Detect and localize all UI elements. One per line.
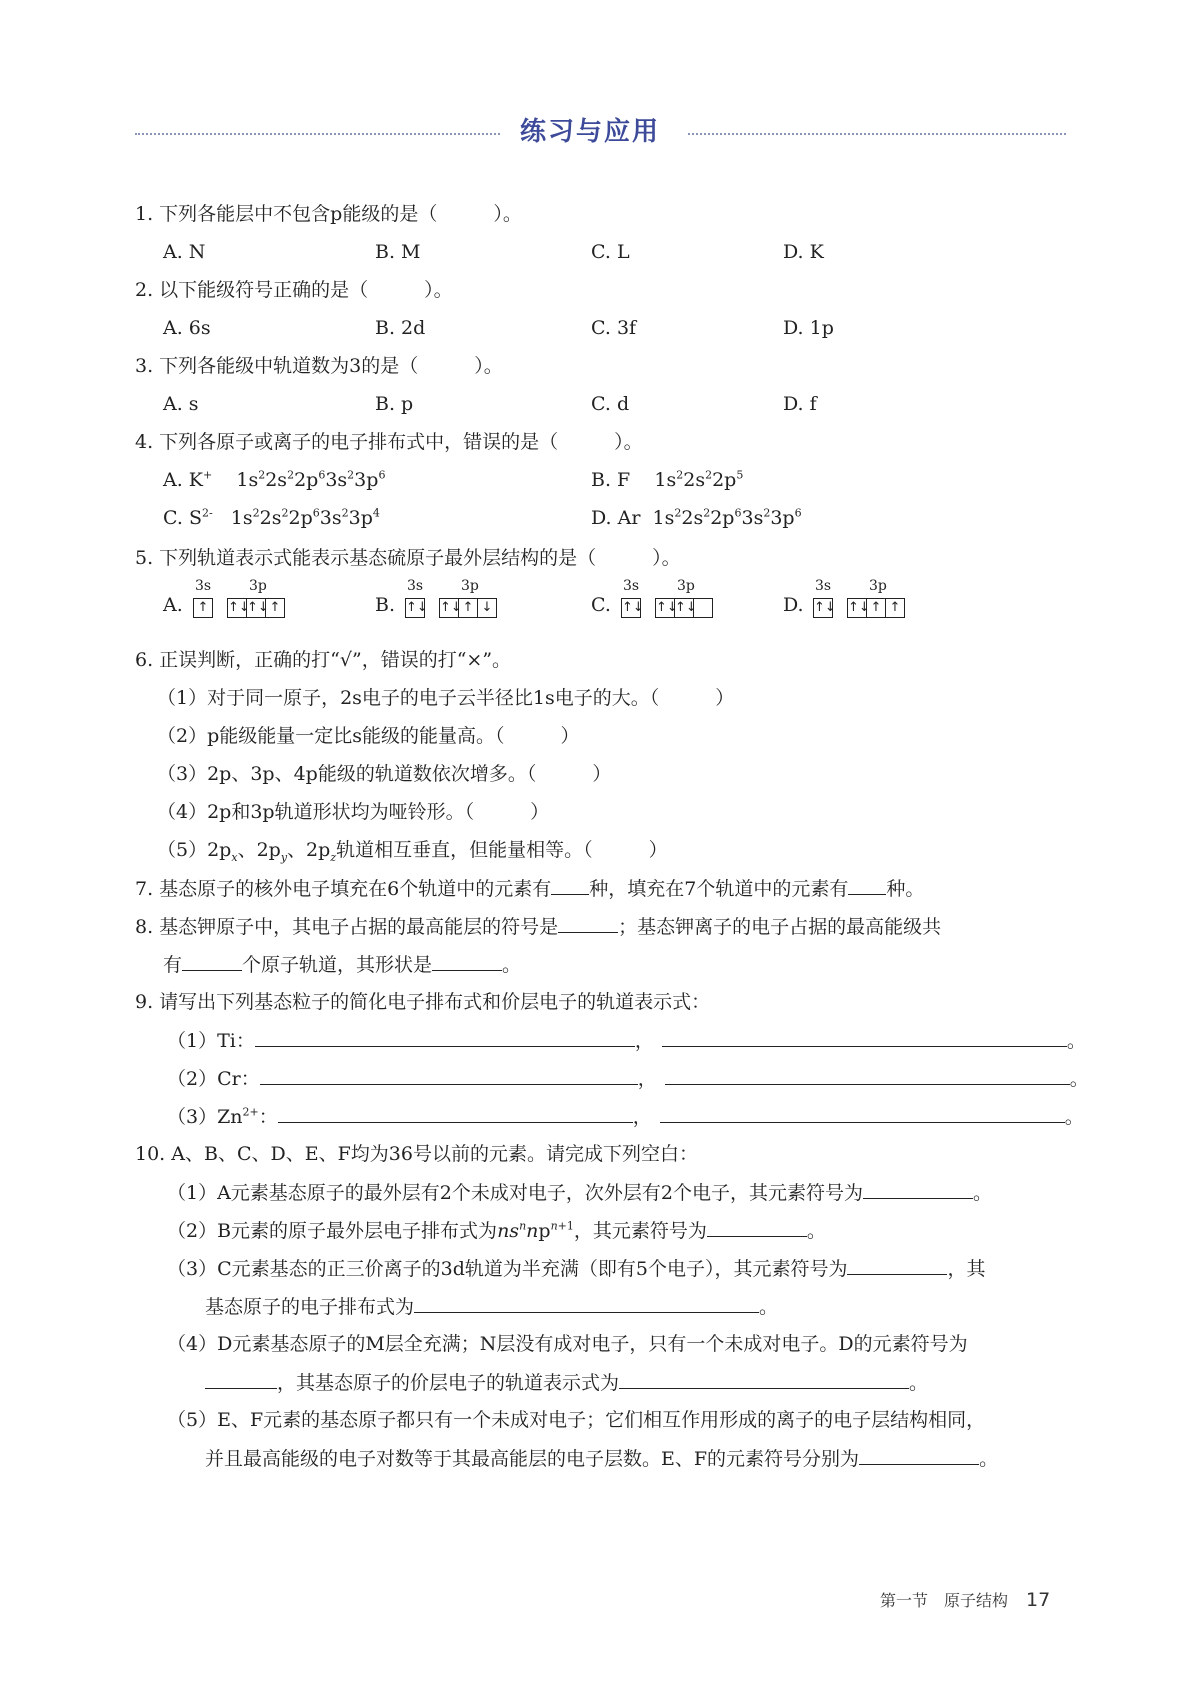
orbital-option-c [591, 578, 791, 622]
q4-option-b: B. F $1s^22s^22p^5$ [591, 468, 744, 491]
q2-option-b: B. 2d [375, 317, 426, 339]
q3-option-b: B. p [375, 393, 414, 415]
orbital-3s-box [813, 598, 836, 618]
answer-blank[interactable] [619, 1370, 909, 1389]
label-3s: 3s [623, 578, 640, 594]
answer-blank[interactable] [414, 1294, 759, 1313]
answer-blank[interactable] [182, 952, 242, 971]
q9-item-ti: （1）Ti： ， 。 [167, 1030, 1086, 1052]
orbital-cell: ↑↓ [674, 598, 694, 618]
orbital-cell: ↑ [265, 598, 285, 618]
answer-blank[interactable] [205, 1370, 277, 1389]
question-1: 1. 下列各能层中不包含p能级的是（ ）。 [135, 203, 522, 225]
orbital-cell: ↑↓ [405, 598, 425, 618]
orbital-3s-box [193, 598, 213, 618]
label-3p: 3p [869, 578, 887, 594]
q10-item-1: （1）A元素基态原子的最外层有2个未成对电子，次外层有2个电子，其元素符号为 。 [167, 1182, 993, 1204]
orbital-cell: ↑↓ [847, 598, 867, 618]
orbital-cell: ↑↓ [813, 598, 833, 618]
answer-blank[interactable] [859, 1446, 979, 1465]
q4-option-d: D. Ar $1s^22s^22p^63s^23p^6$ [591, 506, 802, 529]
orbital-cell: ↑ [458, 598, 478, 618]
answer-blank[interactable] [551, 876, 589, 895]
label-3p: 3p [249, 578, 267, 594]
answer-blank[interactable] [863, 1180, 973, 1199]
answer-blank[interactable] [662, 1028, 1067, 1047]
orbital-3s-box [405, 598, 428, 618]
q9-item-zn: $(3)Zn^{2+}$： ， 。 [167, 1105, 1084, 1128]
dotted-rule-right [688, 133, 1066, 135]
q9-item-cr: （2）Cr： ， 。 [167, 1068, 1089, 1090]
orbital-option-letter: A. [163, 594, 183, 616]
q6-item-5: $(5)2p_x$、$2p_y$、$2p_z$轨道相互垂直，但能量相等。（ ） [157, 839, 668, 864]
orbital-cell: ↑ [193, 598, 213, 618]
question-8-cont: 有 个原子轨道，其形状是 。 [163, 954, 522, 976]
q3-option-d: D. f [783, 393, 817, 415]
orbital-option-letter: D. [783, 594, 804, 616]
q1-option-c: C. L [591, 241, 630, 263]
orbital-option-a [163, 578, 363, 622]
q10-item-5: （5）E、F元素的基态原子都只有一个未成对电子；它们相互作用形成的离子的电子层结构相同， [167, 1409, 986, 1431]
question-8: 8. 基态钾原子中，其电子占据的最高能层的符号是 ；基态钾离子的电子占据的最高能级共 [135, 916, 942, 938]
q1-option-b: B. M [375, 241, 421, 263]
q3-option-c: C. d [591, 393, 630, 415]
q2-option-c: C. 3f [591, 317, 637, 339]
orbital-3p-box [227, 598, 285, 618]
orbital-cell: ↑↓ [246, 598, 266, 618]
orbital-cell: ↑↓ [655, 598, 675, 618]
q1-option-d: D. K [783, 241, 824, 263]
label-3s: 3s [195, 578, 212, 594]
q4-option-c: C. $S^{2-}$ $1s^22s^22p^63s^23p^4$ [163, 506, 380, 529]
answer-blank[interactable] [432, 952, 502, 971]
orbital-3p-box [847, 598, 905, 618]
answer-blank[interactable] [558, 914, 618, 933]
q3-option-a: A. s [163, 393, 199, 415]
orbital-3p-box [655, 598, 713, 618]
answer-blank[interactable] [665, 1066, 1070, 1085]
answer-blank[interactable] [260, 1066, 638, 1085]
question-2: 2. 以下能级符号正确的是（ ）。 [135, 279, 453, 301]
orbital-3s-box [621, 598, 644, 618]
q10-item-4-cont: ，其基态原子的价层电子的轨道表示式为 。 [205, 1370, 928, 1395]
question-10: 10. A、B、C、D、E、F均为36号以前的元素。请完成下列空白： [135, 1143, 698, 1165]
label-3p: 3p [461, 578, 479, 594]
orbital-cell: ↑ [885, 598, 905, 618]
orbital-cell: ↑ [866, 598, 886, 618]
question-1-stem: 1. 下列各能层中不包含p能级的是（ [135, 203, 438, 225]
question-9: 9. 请写出下列基态粒子的简化电子排布式和价层电子的轨道表示式： [135, 991, 711, 1013]
footer-section: 第一节 原子结构 [880, 1591, 1009, 1610]
q10-item-2: （2）B元素的原子最外层电子排布式为$ns^nnp^{n+1}$，其元素符号为 。 [167, 1219, 826, 1242]
page-footer [880, 1588, 1050, 1611]
q2-option-a: A. 6s [163, 317, 211, 339]
q10-item-5-cont: 并且最高能级的电子对数等于其最高能层的电子层数。E、F的元素符号分别为 。 [205, 1448, 999, 1470]
answer-blank[interactable] [707, 1218, 807, 1237]
question-3: 3. 下列各能级中轨道数为3的是（ ）。 [135, 355, 503, 377]
answer-blank[interactable] [255, 1028, 635, 1047]
orbital-cell: ↑↓ [227, 598, 247, 618]
page-number: 17 [1026, 1589, 1051, 1611]
section-title: 练习与应用 [520, 117, 661, 147]
orbital-cell [693, 598, 713, 618]
section-header [0, 112, 1191, 152]
orbital-cell: ↑↓ [621, 598, 641, 618]
label-3s: 3s [815, 578, 832, 594]
label-3s: 3s [407, 578, 424, 594]
q6-item-4: （4）2p和3p轨道形状均为哑铃形。（ ） [157, 801, 550, 823]
answer-blank[interactable] [660, 1104, 1065, 1123]
orbital-option-letter: C. [591, 594, 611, 616]
q10-item-3: （3）C元素基态的正三价离子的3d轨道为半充满（即有5个电子），其元素符号为 ，其 [167, 1258, 986, 1280]
q6-item-3: （3）2p、3p、4p能级的轨道数依次增多。（ ） [157, 763, 612, 785]
q6-item-2: （2）p能级能量一定比s能级的能量高。（ ） [157, 725, 580, 747]
q2-option-d: D. 1p [783, 317, 834, 339]
orbital-option-d [783, 578, 983, 622]
answer-blank[interactable] [847, 1256, 947, 1275]
answer-blank[interactable] [848, 876, 886, 895]
orbital-cell: ↑↓ [439, 598, 459, 618]
orbital-cell: ↓ [477, 598, 497, 618]
q6-item-1: （1）对于同一原子，2s电子的电子云半径比1s电子的大。（ ） [157, 687, 735, 709]
q4-option-a: A. K+ $1s^22s^22p^63s^23p^6$ [163, 468, 386, 491]
label-3p: 3p [677, 578, 695, 594]
question-7: 7. 基态原子的核外电子填充在6个轨道中的元素有 种，填充在7个轨道中的元素有 种。 [135, 878, 925, 900]
answer-blank[interactable] [278, 1104, 633, 1123]
q10-item-4: （4）D元素基态原子的M层全充满；N层没有成对电子，只有一个未成对电子。D的元素符号为 [167, 1333, 968, 1355]
q10-item-3-cont: 基态原子的电子排布式为 。 [205, 1296, 779, 1318]
question-4: 4. 下列各原子或离子的电子排布式中，错误的是（ ）。 [135, 431, 643, 453]
dotted-rule-left [135, 133, 500, 135]
question-6: 6. 正误判断，正确的打“√”，错误的打“×”。 [135, 649, 512, 671]
orbital-3p-box [439, 598, 497, 618]
orbital-option-letter: B. [375, 594, 396, 616]
q1-option-a: A. N [163, 241, 206, 263]
question-5: 5. 下列轨道表示式能表示基态硫原子最外层结构的是（ ）。 [135, 547, 681, 569]
orbital-option-b [375, 578, 575, 622]
